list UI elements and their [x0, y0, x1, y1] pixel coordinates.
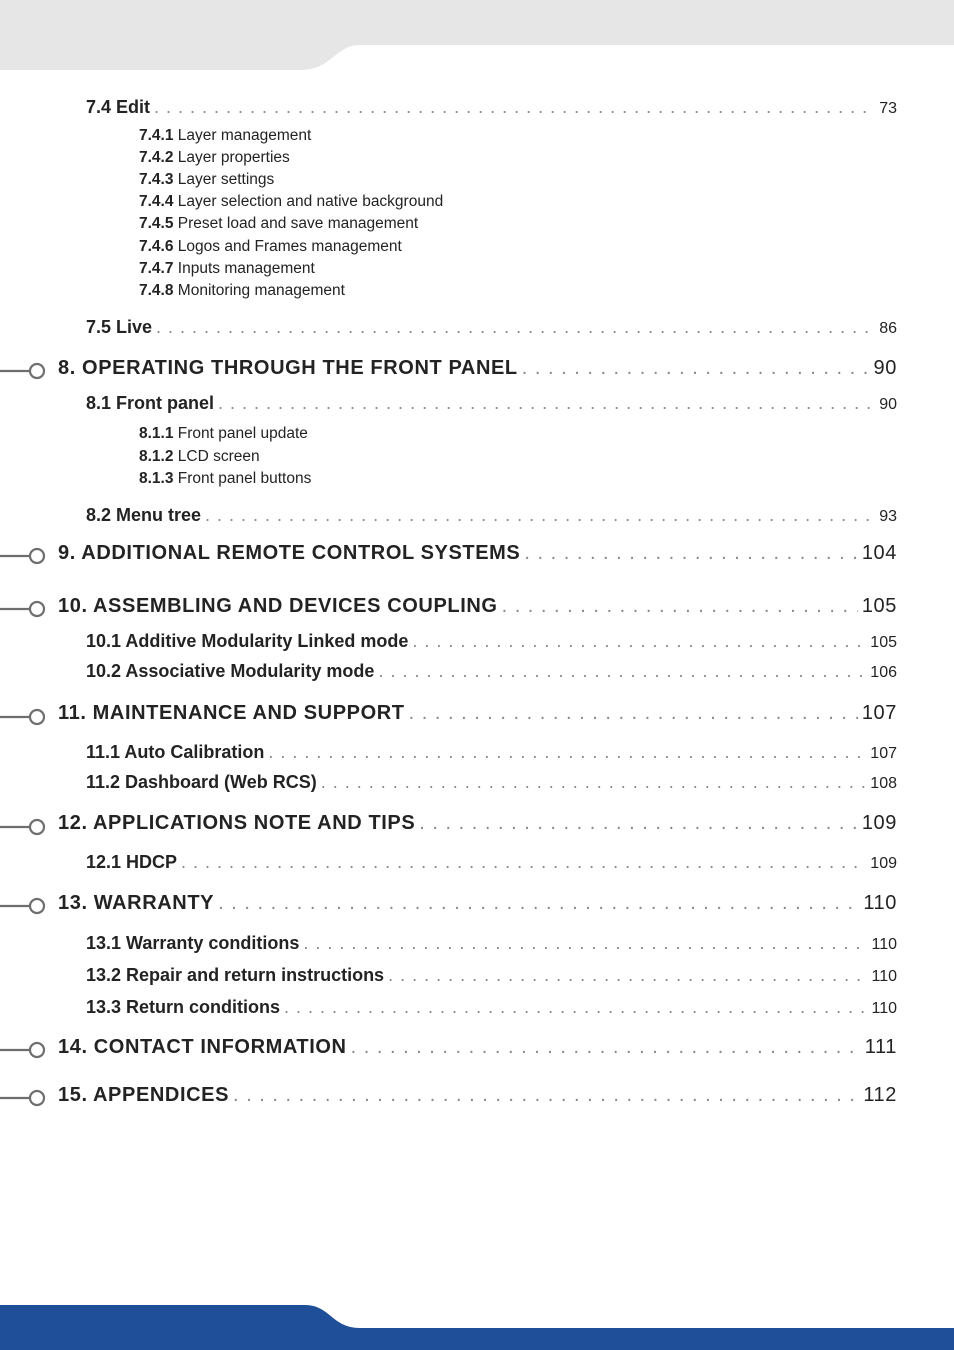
toc-chapter-label: 14. CONTACT INFORMATION — [58, 1036, 347, 1058]
toc-page-number: 110 — [871, 936, 897, 953]
toc-page-number: 106 — [870, 664, 897, 681]
toc-page-number: 109 — [861, 812, 897, 834]
toc-section-label: 13.3 Return conditions — [86, 997, 281, 1017]
toc-subsection-number: 8.1.2 — [139, 448, 174, 465]
chapter-marker-icon — [0, 599, 48, 619]
toc-subsection-title: Layer settings — [177, 171, 275, 188]
toc-section-label: 10.2 Associative Modularity mode — [86, 661, 375, 681]
toc-page-number: 110 — [863, 892, 897, 914]
toc-leader-dots — [522, 357, 870, 380]
toc-leader-dots — [351, 1036, 861, 1059]
toc-subsection-7-4-6[interactable] — [139, 238, 402, 256]
toc-subsection-7-4-8[interactable] — [139, 282, 345, 300]
toc-chapter-10[interactable] — [58, 595, 897, 618]
toc-leader-dots — [502, 595, 858, 618]
toc-section-11-2[interactable] — [86, 772, 897, 793]
chapter-marker-icon — [0, 361, 48, 381]
toc-chapter-13[interactable] — [58, 892, 897, 915]
toc-page-number: 86 — [879, 320, 897, 337]
toc-page-number: 90 — [873, 357, 897, 379]
toc-section-10-1[interactable] — [86, 631, 897, 652]
toc-section-label: 7.4 Edit — [86, 97, 151, 117]
toc-leader-dots — [388, 965, 867, 986]
toc-subsection-title: Front panel update — [177, 425, 308, 442]
toc-leader-dots — [154, 97, 875, 118]
toc-chapter-14[interactable] — [58, 1036, 897, 1059]
toc-subsection-number: 7.4.5 — [139, 215, 174, 232]
toc-subsection-number: 8.1.1 — [139, 425, 174, 442]
toc-page-number: 111 — [864, 1036, 897, 1058]
toc-leader-dots — [524, 542, 857, 565]
toc-leader-dots — [412, 631, 866, 652]
toc-subsection-7-4-2[interactable] — [139, 149, 290, 167]
chapter-marker-icon — [0, 896, 48, 916]
toc-subsection-number: 7.4.7 — [139, 260, 174, 277]
toc-page-number: 93 — [879, 508, 897, 525]
toc-leader-dots — [419, 812, 858, 835]
toc-page-number: 107 — [861, 702, 897, 724]
toc-leader-dots — [218, 393, 875, 414]
toc-chapter-15[interactable] — [58, 1084, 897, 1107]
toc-subsection-title: LCD screen — [177, 448, 260, 465]
toc-subsection-8-1-2[interactable] — [139, 448, 260, 466]
toc-subsection-number: 7.4.3 — [139, 171, 174, 188]
chapter-marker-icon — [0, 1040, 48, 1060]
toc-chapter-label: 10. ASSEMBLING AND DEVICES COUPLING — [58, 595, 498, 617]
toc-section-8-1[interactable] — [86, 393, 897, 414]
toc-page-number: 110 — [871, 1000, 897, 1017]
toc-chapter-label: 15. APPENDICES — [58, 1084, 230, 1106]
toc-leader-dots — [218, 892, 859, 915]
toc-section-13-3[interactable] — [86, 997, 897, 1018]
header-band — [0, 0, 954, 70]
toc-section-label: 10.1 Additive Modularity Linked mode — [86, 631, 409, 651]
toc-chapter-9[interactable] — [58, 542, 897, 565]
toc-section-label: 8.1 Front panel — [86, 393, 215, 413]
toc-leader-dots — [233, 1084, 859, 1107]
toc-section-label: 8.2 Menu tree — [86, 505, 202, 525]
toc-subsection-7-4-7[interactable] — [139, 260, 315, 278]
toc-subsection-title: Preset load and save management — [177, 215, 419, 232]
toc-leader-dots — [284, 997, 867, 1018]
toc-leader-dots — [303, 933, 867, 954]
toc-chapter-label: 11. MAINTENANCE AND SUPPORT — [58, 702, 405, 724]
toc-chapter-label: 12. APPLICATIONS NOTE AND TIPS — [58, 812, 416, 834]
toc-page-number: 105 — [861, 595, 897, 617]
toc-page-number: 104 — [861, 542, 897, 564]
chapter-marker-icon — [0, 817, 48, 837]
toc-page-number: 73 — [879, 100, 897, 117]
toc-chapter-label: 13. WARRANTY — [58, 892, 215, 914]
chapter-marker-icon — [0, 546, 48, 566]
toc-page-number: 112 — [863, 1084, 897, 1106]
toc-subsection-7-4-5[interactable] — [139, 215, 418, 233]
chapter-marker-icon — [0, 707, 48, 727]
toc-subsection-7-4-4[interactable] — [139, 193, 443, 211]
toc-subsection-title: Monitoring management — [177, 282, 345, 299]
toc-subsection-number: 7.4.4 — [139, 193, 174, 210]
toc-page-number: 105 — [870, 634, 897, 651]
toc-chapter-11[interactable] — [58, 702, 897, 725]
toc-subsection-8-1-1[interactable] — [139, 425, 308, 443]
toc-section-label: 12.1 HDCP — [86, 852, 178, 872]
toc-subsection-number: 7.4.1 — [139, 127, 174, 144]
toc-section-8-2[interactable] — [86, 505, 897, 526]
toc-subsection-title: Layer management — [177, 127, 312, 144]
toc-chapter-8[interactable] — [58, 357, 897, 380]
toc-leader-dots — [409, 702, 858, 725]
toc-section-7-4[interactable] — [86, 97, 897, 118]
toc-leader-dots — [321, 772, 867, 793]
toc-chapter-12[interactable] — [58, 812, 897, 835]
toc-subsection-title: Layer selection and native background — [177, 193, 444, 210]
toc-page-number: 90 — [879, 396, 897, 413]
toc-section-10-2[interactable] — [86, 661, 897, 682]
toc-section-12-1[interactable] — [86, 852, 897, 873]
toc-subsection-8-1-3[interactable] — [139, 470, 311, 488]
toc-subsection-7-4-1[interactable] — [139, 127, 311, 145]
toc-leader-dots — [268, 742, 866, 763]
toc-subsection-title: Inputs management — [177, 260, 315, 277]
toc-subsection-title: Logos and Frames management — [177, 238, 402, 255]
toc-section-13-1[interactable] — [86, 933, 897, 954]
toc-subsection-number: 7.4.6 — [139, 238, 174, 255]
toc-section-13-2[interactable] — [86, 965, 897, 986]
toc-page-number: 107 — [870, 745, 897, 762]
toc-section-11-1[interactable] — [86, 742, 897, 763]
toc-subsection-7-4-3[interactable] — [139, 171, 274, 189]
toc-page-number: 109 — [870, 855, 897, 872]
toc-leader-dots — [205, 505, 875, 526]
toc-subsection-number: 7.4.8 — [139, 282, 174, 299]
toc-page-number: 108 — [870, 775, 897, 792]
footer-band — [0, 1300, 954, 1350]
toc-section-7-5[interactable] — [86, 317, 897, 338]
toc-chapter-label: 8. OPERATING THROUGH THE FRONT PANEL — [58, 357, 518, 379]
toc-subsection-number: 7.4.2 — [139, 149, 174, 166]
toc-section-label: 13.2 Repair and return instructions — [86, 965, 385, 985]
toc-chapter-label: 9. ADDITIONAL REMOTE CONTROL SYSTEMS — [58, 542, 521, 564]
toc-leader-dots — [378, 661, 866, 682]
toc-leader-dots — [181, 852, 866, 873]
toc-page-number: 110 — [871, 968, 897, 985]
toc-section-label: 13.1 Warranty conditions — [86, 933, 300, 953]
toc-section-label: 11.1 Auto Calibration — [86, 742, 265, 762]
toc-section-label: 7.5 Live — [86, 317, 153, 337]
toc-section-label: 11.2 Dashboard (Web RCS) — [86, 772, 317, 792]
toc-subsection-title: Layer properties — [177, 149, 290, 166]
toc-leader-dots — [156, 317, 875, 338]
toc-subsection-title: Front panel buttons — [177, 470, 312, 487]
chapter-marker-icon — [0, 1088, 48, 1108]
toc-subsection-number: 8.1.3 — [139, 470, 174, 487]
